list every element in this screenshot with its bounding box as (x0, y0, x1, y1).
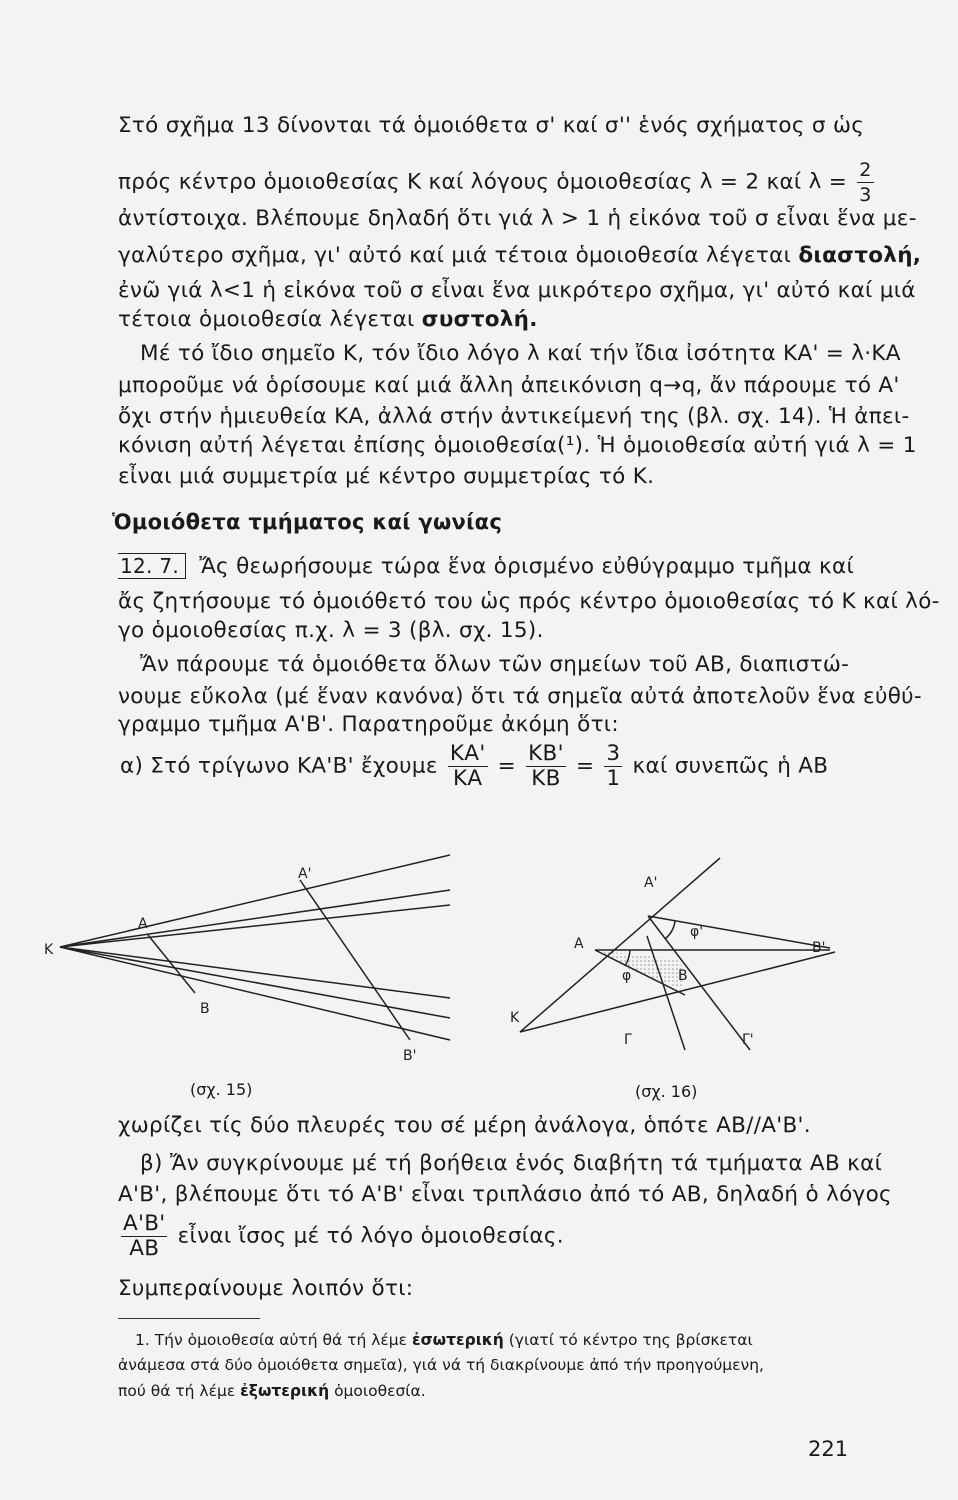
text-line: Ἄν πάρουμε τά ὁμοιόθετα ὅλων τῶν σημείων τοῦ ΑΒ, διαπιστώ- (140, 652, 850, 677)
footnote-line: ἀνάμεσα στά δύο ὁμοιόθετα σημεῖα), γιά νά τή διακρίνουμε ἀπό τήν προηγούμενη, (118, 1356, 764, 1374)
text-line: ὄχι στήν ἡμιευθεία ΚΑ, ἀλλά στήν ἀντικείμενή της (βλ. σχ. 14). Ἡ ἀπει- (118, 404, 910, 429)
footnote-rule (118, 1318, 260, 1319)
text-line: β) Ἄν συγκρίνουμε μέ τή βοήθεια ἑνός διαβήτη τά τμήματα ΑΒ καί (140, 1151, 883, 1176)
ray-ka (60, 855, 450, 947)
fraction: $\frac{3}{1}$ (606, 741, 621, 791)
svg-text:Γ: Γ (624, 1032, 632, 1048)
fraction: $\frac{KB'}{KB}$ (528, 741, 564, 791)
figure-16 (500, 840, 860, 1055)
section-heading: Ὁμοιόθετα τμήματος καί γωνίας (112, 510, 503, 534)
text-line: νουμε εὔκολα (μέ ἕναν κανόνα) ὅτι τά σημεῖα αὐτά ἀποτελοῦν ἕνα εὐθύ- (118, 684, 922, 709)
fraction: $\frac{KA'}{KA}$ (449, 741, 486, 791)
line-a-prime-b-prime (648, 916, 830, 948)
svg-text:φ': φ' (690, 924, 704, 940)
text-line: ἐνῶ γιά λ<1 ἡ εἰκόνα τοῦ σ εἶναι ἕνα μικρότερο σχῆμα, γι' αὐτό καί μιά (118, 278, 916, 303)
text-line: χωρίζει τίς δύο πλευρές του σέ μέρη ἀνάλογα, ὁπότε ΑΒ//Α'Β'. (118, 1113, 811, 1138)
svg-text:A: A (574, 936, 584, 952)
text-line: Συμπεραίνουμε λοιπόν ὅτι: (118, 1276, 414, 1301)
svg-text:A: A (138, 916, 148, 932)
svg-text:A': A' (298, 866, 312, 882)
line-parallel (647, 936, 685, 1050)
figure-15 (40, 850, 480, 1065)
text-line: γαλύτερο σχῆμα, γι' αὐτό καί μιά τέτοια ὁμοιοθεσία λέγεται διαστολή, (118, 243, 922, 268)
text-line: γο ὁμοιοθεσίας π.χ. λ = 3 (βλ. σχ. 15). (118, 618, 544, 643)
term-bold: διαστολή, (798, 243, 922, 268)
svg-text:A': A' (644, 875, 658, 891)
ray-kb (60, 947, 450, 1018)
formula-line: $\frac{A'B'}{AB}$ εἶναι ἴσος μέ τό λόγο ὁμοιοθεσίας. (123, 1211, 564, 1261)
page-number: 221 (808, 1437, 849, 1461)
text-line: μποροῦμε νά ὁρίσουμε καί μιά ἄλλη ἀπεικόνιση q→q, ἄν πάρουμε τό Α' (118, 373, 900, 398)
text-line: πρός κέντρο ὁμοιοθεσίας Κ καί λόγους ὁμοιοθεσίας λ = 2 καί λ = $\frac{2}{3}$ (118, 159, 872, 206)
footnote-line: 1. Τήν ὁμοιοθεσία αὐτή θά τή λέμε ἐσωτερική (γιατί τό κέντρο της βρίσκεται (135, 1331, 753, 1349)
text-line: Μέ τό ἴδιο σημεῖο Κ, τόν ἴδιο λόγο λ καί τήν ἴδια ἰσότητα ΚΑ' = λ·ΚΑ (140, 341, 901, 366)
text-line: 12. 7. Ἄς θεωρήσουμε τώρα ἕνα ὁρισμένο εὐθύγραμμο τμῆμα καί (120, 554, 855, 579)
ray-line (60, 947, 450, 998)
svg-text:K: K (510, 1010, 520, 1026)
svg-text:B: B (678, 968, 688, 984)
text-line: γραμμο τμῆμα Α'Β'. Παρατηροῦμε ἀκόμη ὅτι: (118, 712, 619, 737)
svg-text:Γ': Γ' (742, 1032, 754, 1048)
svg-text:B': B' (812, 940, 826, 956)
text-line: εἶναι μιά συμμετρία μέ κέντρο συμμετρίας τό Κ. (118, 464, 655, 489)
svg-text:B': B' (403, 1048, 417, 1064)
figure-caption: (σχ. 16) (635, 1082, 698, 1101)
text-line: Α'Β', βλέπουμε ὅτι τό Α'Β' εἶναι τριπλάσιο ἀπό τό ΑΒ, δηλαδή ὁ λόγος (118, 1182, 892, 1207)
fraction: $\frac{2}{3}$ (859, 159, 872, 206)
ray-line (60, 905, 450, 947)
ray-line (60, 947, 450, 1040)
svg-text:K: K (44, 942, 54, 958)
text-line: ἄς ζητήσουμε τό ὁμοιόθετό του ὡς πρός κέντρο ὁμοιοθεσίας τό Κ καί λό- (118, 589, 940, 614)
text-line: κόνιση αὐτή λέγεται ἐπίσης ὁμοιοθεσία(¹). Ἡ ὁμοιοθεσία αὐτή γιά λ = 1 (118, 433, 917, 458)
formula-line: α) Στό τρίγωνο ΚΑ'Β' ἔχουμε $\frac{KA'}{KA}$ = $\frac{KB'}{KB}$ = $\frac{3}{1}$ καί συνεπῶς ἡ ΑΒ (120, 741, 829, 791)
text-line: τέτοια ὁμοιοθεσία λέγεται συστολή. (118, 307, 538, 332)
svg-text:B: B (200, 1001, 210, 1017)
text-line: ἀντίστοιχα. Βλέπουμε δηλαδή ὅτι γιά λ > 1 ἡ εἰκόνα τοῦ σ εἶναι ἕνα με- (118, 206, 917, 231)
term-bold: συστολή. (421, 307, 538, 332)
ray-line (60, 890, 450, 947)
svg-text:φ: φ (622, 968, 632, 984)
fraction: $\frac{A'B'}{AB}$ (123, 1211, 166, 1261)
section-number: 12. 7. (118, 553, 186, 579)
angle-arc-phi-prime (665, 921, 675, 939)
footnote-line: πού θά τή λέμε ἐξωτερική ὁμοιοθεσία. (118, 1382, 426, 1400)
text-line: Στό σχῆμα 13 δίνονται τά ὁμοιόθετα σ' καί σ'' ἑνός σχήματος σ ὡς (118, 113, 865, 138)
figure-caption: (σχ. 15) (190, 1080, 253, 1099)
